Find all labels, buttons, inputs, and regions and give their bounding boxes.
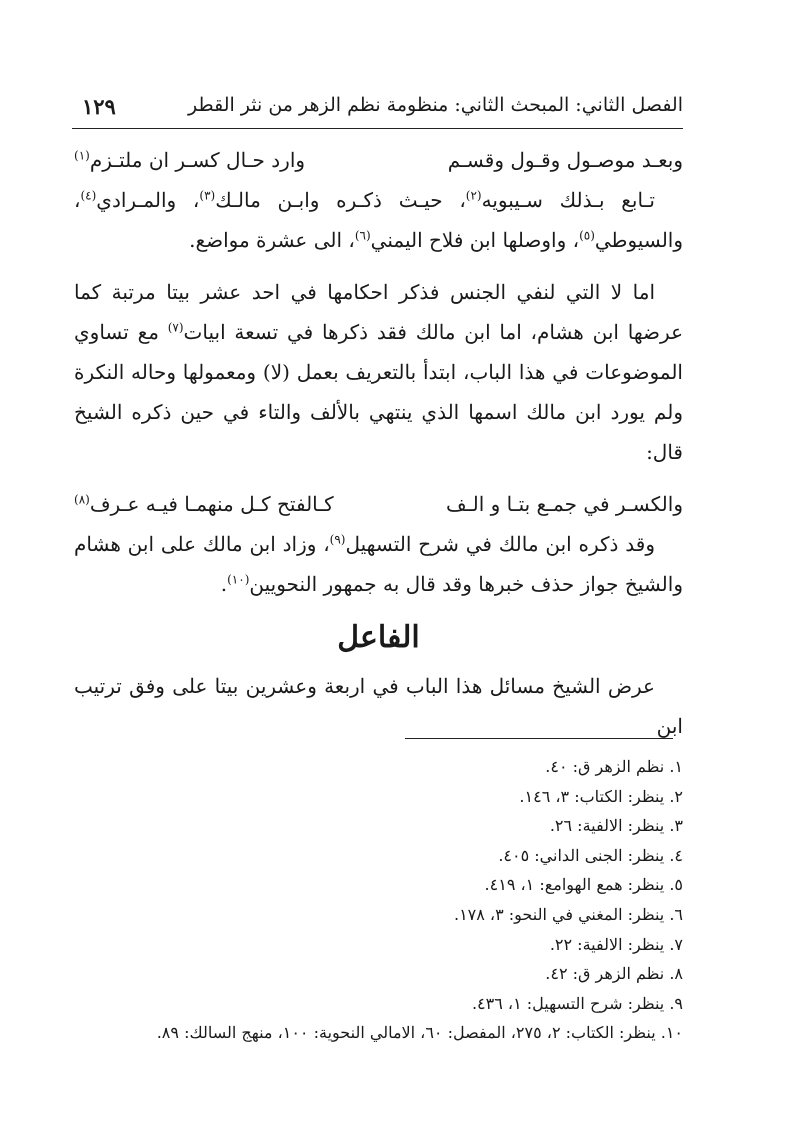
main-text bbox=[74, 140, 683, 746]
footnote: ٦. ينظر: المغني في النحو: ٣، ١٧٨. bbox=[453, 904, 683, 924]
running-header bbox=[72, 88, 683, 129]
verse-first-half: والكسـر في جمـع بتـا و الـف bbox=[446, 492, 683, 516]
footnote-ref: (٦) bbox=[354, 228, 371, 243]
footnote-ref: (٩) bbox=[329, 532, 346, 547]
verse-second-half: وارد حـال كسـر ان ملتـزم$^{(١)}$ bbox=[74, 148, 306, 172]
footnote: ٢. ينظر: الكتاب: ٣، ١٤٦. bbox=[519, 786, 683, 806]
chapter-title: الفصل الثاني: المبحث الثاني: منظومة نظم الزهر من نثر القطر bbox=[188, 94, 683, 116]
footnote-ref: (٢) bbox=[465, 188, 482, 203]
verse-second-half: كـالفتح كـل منهمـا فيـه عـرف$^{(٨)}$ bbox=[74, 492, 334, 516]
footnote-ref: (٨) bbox=[74, 492, 90, 507]
footnote: ٣. ينظر: الالفية: ٢٦. bbox=[549, 816, 683, 836]
footnote: ٥. ينظر: همع الهوامع: ١، ٤١٩. bbox=[484, 875, 683, 895]
paragraph: تـابع بـذلك سـيبويه$^{(٢)}$، حيـث ذكـره وابـن مالـك$^{(٣)}$، والمـرادي$^{(٤)}$، والسيوطي$^{(٥)}$، واوصلها ابن فلاح اليمني$^{(٦)}$، الى عشرة مواضع. bbox=[74, 188, 683, 252]
footnote: ٩. ينظر: شرح التسهيل: ١، ٤٣٦. bbox=[471, 993, 683, 1013]
section-heading: الفاعل bbox=[337, 620, 420, 655]
paragraph: عرض الشيخ مسائل هذا الباب في اربعة وعشرين بيتا على وفق ترتيب ابن bbox=[74, 674, 683, 738]
paragraph: اما لا التي لنفي الجنس فذكر احكامها في احد عشر بيتا مرتبة كما عرضها ابن هشام، اما ابن مالك فقد ذكرها في تسعة ابيات$^{(٧)}$ مع تساوي الموضوعات في هذا الباب، ابتدأ بالتعريف بعمل (لا) ومعمولها وحاله النكرة ولم يورد ابن مالك اسمها الذي ينتهي بالألف والتاء في حين ذكره الشيخ قال: bbox=[74, 280, 684, 464]
footnote-ref: (١) bbox=[74, 148, 90, 163]
footnote: ٨. نظم الزهر ق: ٤٢. bbox=[545, 964, 683, 984]
footnote-ref: (٥) bbox=[579, 228, 595, 243]
footnote-ref: (٧) bbox=[167, 320, 184, 335]
footnote: ١. نظم الزهر ق: ٤٠. bbox=[545, 757, 683, 776]
footnote-divider bbox=[405, 738, 673, 739]
paragraph: وقد ذكره ابن مالك في شرح التسهيل$^{(٩)}$، وزاد ابن مالك على ابن هشام والشيخ جواز حذف خبرها وقد قال به جمهور النحويين$^{(١٠)}$. bbox=[74, 532, 683, 596]
verse-first-half: وبعـد موصـول وقـول وقسـم bbox=[447, 148, 683, 172]
footnote: ٧. ينظر: الالفية: ٢٢. bbox=[549, 934, 683, 954]
footnotes bbox=[123, 752, 683, 1048]
verse-line bbox=[74, 484, 683, 524]
footnote-ref: (٣) bbox=[199, 188, 216, 203]
footnote: ١٠. ينظر: الكتاب: ٢، ٢٧٥، المفصل: ٦٠، الامالي النحوية: ١٠٠، منهج السالك: ٨٩. bbox=[156, 1023, 683, 1043]
footnote-ref: (١٠) bbox=[227, 572, 250, 587]
footnote: ٤. ينظر: الجنى الداني: ٤٠٥. bbox=[498, 845, 683, 865]
footnote-ref: (٤) bbox=[80, 188, 97, 203]
page-number: ١٢٩ bbox=[82, 94, 116, 119]
verse-line bbox=[74, 140, 683, 180]
